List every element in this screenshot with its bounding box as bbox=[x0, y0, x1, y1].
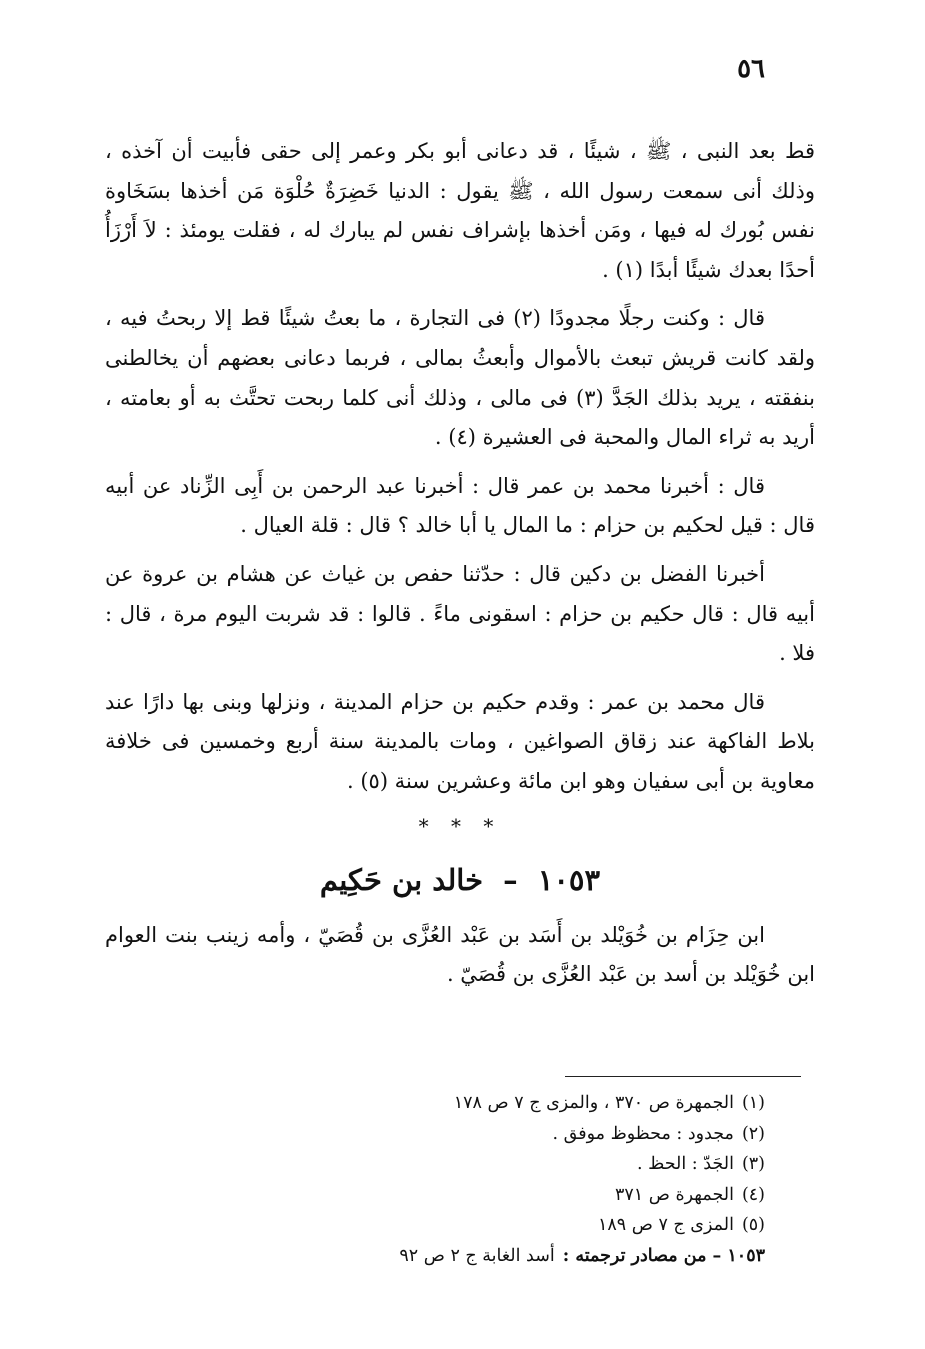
paragraph-death: قال محمد بن عمر : وقدم حكيم بن حزام المدينة ، ونزلها وبنى بها دارًا عند بلاط الفاكهة عند زقاق الصواغين ، ومات بالمدينة سنة أربع وخمسين فى خلافة معاوية بن أبى سفيان وهو ابن مائة وعشرين سنة (٥) . bbox=[105, 689, 815, 793]
footnotes bbox=[165, 1088, 765, 1271]
entry-heading bbox=[105, 858, 815, 902]
footnote-number: (٤) bbox=[741, 1184, 765, 1205]
entry-name: خالد بن حَكِيم bbox=[319, 862, 484, 897]
footnote-item bbox=[165, 1180, 765, 1211]
section-separator: * * * bbox=[418, 813, 502, 838]
paragraph-report-wealth: قال : أخبرنا محمد بن عمر قال : أخبرنا عبد الرحمن بن أَبِى الزِّناد عن أبيه قال : قيل لحكيم بن حزام : ما المال يا أبا خالد ؟ قال : قلة العيال . bbox=[105, 473, 815, 538]
paragraph-report-water: أخبرنا الفضل بن دكين قال : حدّثنا حفص بن غياث عن هشام بن عروة عن أبيه قال : قال حكيم بن حزام : اسقونى ماءً . قالوا : قد شربت اليوم مرة ، قال : فلا . bbox=[105, 561, 815, 666]
main-text bbox=[105, 132, 815, 1004]
paragraph-trade: قال : وكنت رجلًا مجدودًا (٢) فى التجارة ، ما بعتُ شيئًا قط إلا ربحتُ فيه ، ولقد كانت قريش تبعث بالأموال وأبعثُ بمالى ، فربما دعانى بعضهم أن يخالطنى بنفقته ، يريد بذلك الجَدَّ (٣) فى مالى ، وذلك أنى كلما ربحت تحتَّث به أو بعامته ، أريد به ثراء المال والمحبة فى العشيرة (٤) . bbox=[105, 306, 815, 450]
entry-number: ١٠٥٣ bbox=[537, 862, 601, 897]
source-note-label: ١٠٥٣ – من مصادر ترجمته : bbox=[562, 1245, 765, 1266]
paragraph-continuation: قط بعد النبى ، ﷺ ، شيئًا ، قد دعانى أبو بكر وعمر إلى حقى فأبيت أن آخذه ، وذلك أنى سمعت رسول الله ، ﷺ يقول : الدنيا خَضِرَةٌ حُلْوَة مَن أخذها بسَخَاوة نفس بُورك له فيها ، ومَن أخذها بإشراف نفس لم يبارك له ، فقلت يومئذ : لاَ أَرْزَأُ أحدًا بعدك شيئًا أبدًا (١) . bbox=[105, 139, 815, 282]
footnote-text: المزى ج ٧ ص ١٨٩ bbox=[597, 1215, 734, 1235]
entry-lineage-paragraph: ابن حِزَام بن خُوَيْلد بن أَسَد بن عَبْد العُزَّى بن قُصَيّ ، وأمه زينب بنت العوام ابن خُوَيْلد بن أسد بن عَبْد العُزَّى بن قُصَيّ . bbox=[105, 922, 815, 987]
footnote-text: الجمهرة ص ٣٧٠ ، والمزى ج ٧ ص ١٧٨ bbox=[453, 1093, 734, 1113]
footnote-item bbox=[165, 1119, 765, 1150]
footnote-item bbox=[165, 1149, 765, 1180]
footnote-text: مجدود : محظوظ موفق . bbox=[552, 1123, 734, 1144]
footnote-text: الجمهرة ص ٣٧١ bbox=[614, 1184, 734, 1205]
source-note bbox=[165, 1241, 765, 1272]
footnote-divider bbox=[565, 1076, 801, 1077]
footnote-item bbox=[165, 1210, 765, 1241]
page-number: ٥٦ bbox=[737, 54, 765, 84]
entry-dash: – bbox=[503, 862, 518, 897]
footnote-number: (١) bbox=[741, 1093, 765, 1113]
source-note-text: أسد الغابة ج ٢ ص ٩٢ bbox=[399, 1245, 555, 1266]
footnote-text: الجَدّ : الحظ . bbox=[637, 1154, 734, 1174]
footnote-item bbox=[165, 1088, 765, 1119]
footnote-number: (٢) bbox=[741, 1123, 765, 1144]
footnote-number: (٥) bbox=[741, 1215, 765, 1235]
footnote-number: (٣) bbox=[741, 1154, 765, 1174]
